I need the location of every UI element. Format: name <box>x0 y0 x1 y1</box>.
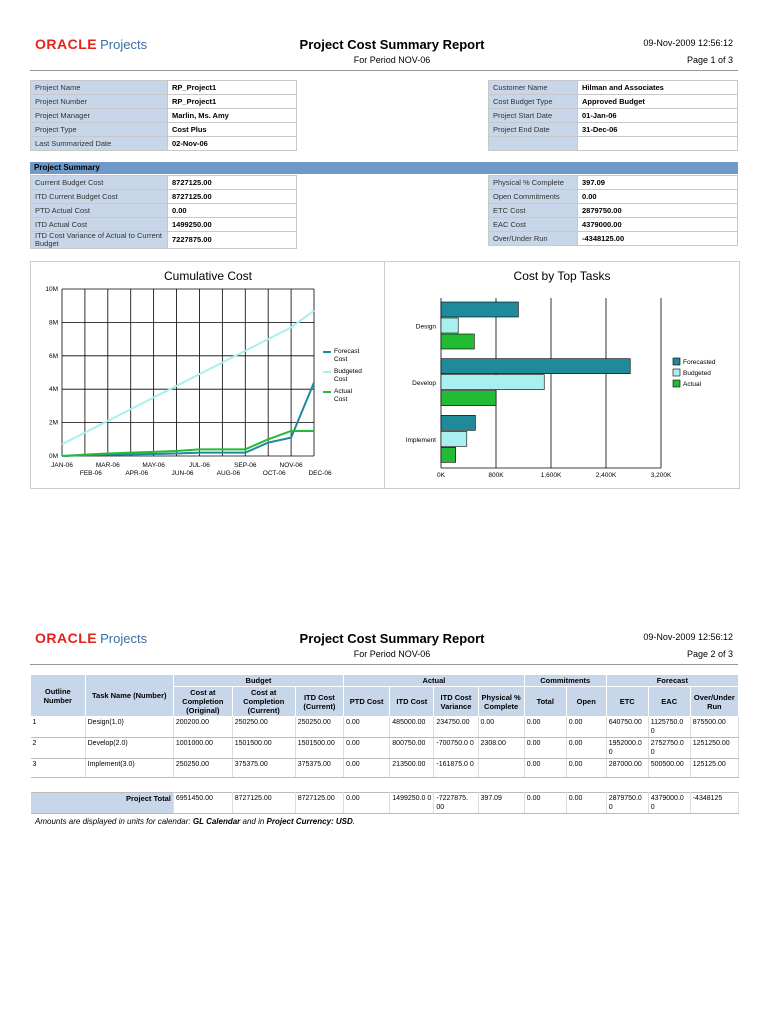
field-value: Marlin, Ms. Amy <box>168 109 297 123</box>
total-cell: 0.00 <box>566 793 606 814</box>
column-header: Outline Number <box>31 675 86 717</box>
category-label: Design <box>415 323 436 331</box>
table-cell: 485000.00 <box>390 717 434 738</box>
total-cell: 8727125.00 <box>295 793 343 814</box>
group-header: Budget <box>173 675 343 687</box>
legend-label: Budgeted <box>683 370 711 377</box>
column-header: EAC <box>648 687 690 717</box>
info-row <box>31 190 297 204</box>
field-label: ITD Cost Variance of Actual to Current Budget <box>31 232 168 249</box>
field-label: Project Type <box>31 123 168 137</box>
table-cell: 1 <box>31 717 86 738</box>
group-header: Commitments <box>524 675 606 687</box>
project-summary-header: Project Summary <box>30 162 738 174</box>
field-value: 02-Nov-06 <box>168 137 297 151</box>
field-label: ITD Actual Cost <box>31 218 168 232</box>
table-cell: 0.00 <box>566 759 606 778</box>
x-tick-label: FEB-06 <box>79 470 102 477</box>
table-row <box>31 717 739 738</box>
x-tick-label: 2,400K <box>595 472 617 479</box>
info-row <box>489 232 738 246</box>
spacer <box>31 778 739 793</box>
table-cell: 800750.00 <box>390 738 434 759</box>
info-row <box>489 137 738 151</box>
total-cell: 1499250.0 0 <box>390 793 434 814</box>
table-cell: Design(1.0) <box>85 717 173 738</box>
header-divider <box>30 664 738 665</box>
oracle-logo: ORACLE Projects <box>35 630 148 646</box>
category-label: Develop <box>412 380 436 388</box>
column-header: Open <box>566 687 606 717</box>
bar <box>441 431 467 446</box>
field-value: 0.00 <box>578 190 738 204</box>
y-tick-label: 2M <box>48 419 58 427</box>
field-value <box>578 137 738 151</box>
legend-swatch <box>673 358 680 365</box>
cost-by-top-tasks-chart <box>384 261 740 489</box>
x-tick-label: OCT-06 <box>262 470 286 477</box>
total-cell: 0.00 <box>524 793 566 814</box>
field-label: Over/Under Run <box>489 232 578 246</box>
bar <box>441 415 475 430</box>
x-tick-label: AUG-06 <box>216 470 241 477</box>
field-label: Open Commitments <box>489 190 578 204</box>
table-cell: 250250.00 <box>232 717 295 738</box>
field-label: Current Budget Cost <box>31 176 168 190</box>
field-label: Project Name <box>31 81 168 95</box>
field-value: 2879750.00 <box>578 204 738 218</box>
table-cell: 234750.00 <box>434 717 478 738</box>
legend-label: Actual <box>334 388 353 395</box>
field-label: EAC Cost <box>489 218 578 232</box>
table-cell: 213500.00 <box>390 759 434 778</box>
legend-label: Actual <box>683 381 702 388</box>
header-divider <box>30 70 738 71</box>
info-row <box>31 81 297 95</box>
y-tick-label: 8M <box>48 319 58 327</box>
table-cell: 2752750.0 0 <box>648 738 690 759</box>
table-cell: Develop(2.0) <box>85 738 173 759</box>
page-number: Page 1 of 3 <box>686 55 733 65</box>
y-tick-label: 4M <box>48 386 58 394</box>
info-row <box>489 95 738 109</box>
column-header: ETC <box>606 687 648 717</box>
info-row <box>489 123 738 137</box>
field-label: PTD Actual Cost <box>31 204 168 218</box>
field-value: Approved Budget <box>578 95 738 109</box>
line-chart-svg <box>31 276 385 488</box>
bar <box>441 375 544 390</box>
y-tick-label: 0M <box>48 453 58 460</box>
table-cell: 3 <box>31 759 86 778</box>
field-value: 8727125.00 <box>168 190 297 204</box>
info-row <box>489 204 738 218</box>
info-row <box>31 176 297 190</box>
summary-left <box>30 175 297 249</box>
field-value: RP_Project1 <box>168 95 297 109</box>
task-cost-table <box>30 674 739 814</box>
column-header: Cost at Completion (Current) <box>232 687 295 717</box>
table-cell: 0.00 <box>344 759 390 778</box>
field-label: Project Start Date <box>489 109 578 123</box>
table-cell: 0.00 <box>344 738 390 759</box>
project-info-left <box>30 80 297 151</box>
column-header: Task Name (Number) <box>85 675 173 717</box>
bar <box>441 334 474 349</box>
table-cell: 0.00 <box>478 717 524 738</box>
table-cell: 0.00 <box>524 738 566 759</box>
series-line <box>62 383 314 456</box>
column-header: Over/Under Run <box>690 687 738 717</box>
legend-label: Forecasted <box>683 359 716 366</box>
legend-swatch <box>673 369 680 376</box>
field-label: ETC Cost <box>489 204 578 218</box>
field-value: Hilman and Associates <box>578 81 738 95</box>
category-label: Implement <box>405 436 436 444</box>
field-value: 31-Dec-06 <box>578 123 738 137</box>
legend-label: Budgeted <box>334 368 362 375</box>
column-header: Total <box>524 687 566 717</box>
legend-label: Cost <box>334 376 348 383</box>
legend-label: Cost <box>334 356 348 363</box>
report-title: Project Cost Summary Report <box>299 37 485 52</box>
oracle-logo: ORACLE Projects <box>35 36 148 52</box>
table-cell: 0.00 <box>524 759 566 778</box>
x-tick-label: 1,600K <box>540 472 562 479</box>
x-tick-label: MAY-06 <box>142 462 165 469</box>
info-row <box>31 137 297 151</box>
bar <box>441 302 518 317</box>
field-label: Physical % Complete <box>489 176 578 190</box>
x-tick-label: 3,200K <box>650 472 672 479</box>
column-header: Cost at Completion (Original) <box>173 687 232 717</box>
table-cell: 200200.00 <box>173 717 232 738</box>
report-period: For Period NOV-06 <box>353 649 431 659</box>
table-cell: 640750.00 <box>606 717 648 738</box>
field-value: 01-Jan-06 <box>578 109 738 123</box>
group-header: Forecast <box>606 675 738 687</box>
table-cell: 2 <box>31 738 86 759</box>
column-header: ITD Cost Variance <box>434 687 478 717</box>
table-cell: 1125750.0 0 <box>648 717 690 738</box>
table-cell: 375375.00 <box>232 759 295 778</box>
summary-right <box>488 175 738 246</box>
x-tick-label: 0K <box>437 472 445 479</box>
table-cell: 1251250.00 <box>690 738 738 759</box>
bar <box>441 318 458 333</box>
legend-swatch <box>673 380 680 387</box>
table-cell: 2308.00 <box>478 738 524 759</box>
info-row <box>489 81 738 95</box>
total-row <box>31 793 739 814</box>
footnote: Amounts are displayed in units for calendar: GL Calendar and in Project Currency: USD. <box>35 817 356 826</box>
field-label: Project End Date <box>489 123 578 137</box>
info-row <box>489 176 738 190</box>
field-label <box>489 137 578 151</box>
total-cell: 2879750.0 0 <box>606 793 648 814</box>
field-value: 0.00 <box>168 204 297 218</box>
info-row <box>489 109 738 123</box>
project-info-right <box>488 80 738 151</box>
x-tick-label: JUN-06 <box>171 470 194 477</box>
info-row <box>489 218 738 232</box>
table-row <box>31 759 739 778</box>
table-cell: 1952000.0 0 <box>606 738 648 759</box>
table-cell: 0.00 <box>344 717 390 738</box>
bar-chart-svg <box>385 276 739 488</box>
table-cell: 0.00 <box>566 717 606 738</box>
info-row <box>31 123 297 137</box>
table-cell <box>478 759 524 778</box>
total-cell: 8727125.00 <box>232 793 295 814</box>
info-row <box>489 190 738 204</box>
field-value: 7227875.00 <box>168 232 297 249</box>
report-title: Project Cost Summary Report <box>299 631 485 646</box>
total-label: Project Total <box>31 793 174 814</box>
x-tick-label: MAR-06 <box>95 462 120 469</box>
y-tick-label: 10M <box>45 286 58 293</box>
total-cell: -4348125 <box>690 793 738 814</box>
table-cell: 1501500.00 <box>295 738 343 759</box>
column-header: Physical % Complete <box>478 687 524 717</box>
x-tick-label: SEP-06 <box>234 462 257 469</box>
cumulative-cost-chart <box>30 261 386 489</box>
table-cell: 287000.00 <box>606 759 648 778</box>
legend-label: Forecast <box>334 348 360 355</box>
x-tick-label: DEC-06 <box>308 470 332 477</box>
field-value: 1499250.00 <box>168 218 297 232</box>
bar <box>441 447 456 462</box>
report-datetime: 09-Nov-2009 12:56:12 <box>643 38 733 48</box>
total-cell: -7227875. 00 <box>434 793 478 814</box>
table-cell: 500500.00 <box>648 759 690 778</box>
info-row <box>31 204 297 218</box>
table-cell: 1501500.00 <box>232 738 295 759</box>
table-cell: 875500.00 <box>690 717 738 738</box>
field-label: Project Manager <box>31 109 168 123</box>
table-cell: 1001000.00 <box>173 738 232 759</box>
x-tick-label: JUL-06 <box>188 462 210 469</box>
column-header: PTD Cost <box>344 687 390 717</box>
table-cell: 125125.00 <box>690 759 738 778</box>
field-value: 8727125.00 <box>168 176 297 190</box>
field-label: Last Summarized Date <box>31 137 168 151</box>
field-value: 397.09 <box>578 176 738 190</box>
table-cell: 0.00 <box>566 738 606 759</box>
table-row <box>31 738 739 759</box>
series-line <box>62 311 314 445</box>
column-header: ITD Cost (Current) <box>295 687 343 717</box>
x-tick-label: JAN-06 <box>51 462 73 469</box>
x-tick-label: 800K <box>488 472 504 479</box>
info-row <box>31 109 297 123</box>
field-label: Project Number <box>31 95 168 109</box>
field-value: Cost Plus <box>168 123 297 137</box>
table-cell: 375375.00 <box>295 759 343 778</box>
table-cell: 250250.00 <box>173 759 232 778</box>
group-header: Actual <box>344 675 525 687</box>
bar <box>441 391 496 406</box>
table-cell: -161875.0 0 <box>434 759 478 778</box>
field-value: RP_Project1 <box>168 81 297 95</box>
report-datetime: 09-Nov-2009 12:56:12 <box>643 632 733 642</box>
chart-title: Cost by Top Tasks <box>513 269 611 283</box>
total-cell: 397.09 <box>478 793 524 814</box>
table-cell: Implement(3.0) <box>85 759 173 778</box>
field-label: Cost Budget Type <box>489 95 578 109</box>
table-cell: 250250.00 <box>295 717 343 738</box>
total-cell: 0.00 <box>344 793 390 814</box>
y-tick-label: 6M <box>48 352 58 360</box>
page-number: Page 2 of 3 <box>686 649 733 659</box>
total-cell: 4379000.0 0 <box>648 793 690 814</box>
x-tick-label: APR-06 <box>125 470 149 477</box>
total-cell: 6951450.00 <box>173 793 232 814</box>
bar <box>441 359 630 374</box>
x-tick-label: NOV-06 <box>279 462 303 469</box>
field-label: Customer Name <box>489 81 578 95</box>
field-label: ITD Current Budget Cost <box>31 190 168 204</box>
chart-title: Cumulative Cost <box>163 269 253 283</box>
table-cell: 0.00 <box>524 717 566 738</box>
info-row <box>31 218 297 232</box>
field-value: -4348125.00 <box>578 232 738 246</box>
field-value: 4379000.00 <box>578 218 738 232</box>
column-header: ITD Cost <box>390 687 434 717</box>
info-row <box>31 95 297 109</box>
report-period: For Period NOV-06 <box>353 55 431 65</box>
table-cell: -700750.0 0 <box>434 738 478 759</box>
info-row <box>31 232 297 249</box>
legend-label: Cost <box>334 396 348 403</box>
